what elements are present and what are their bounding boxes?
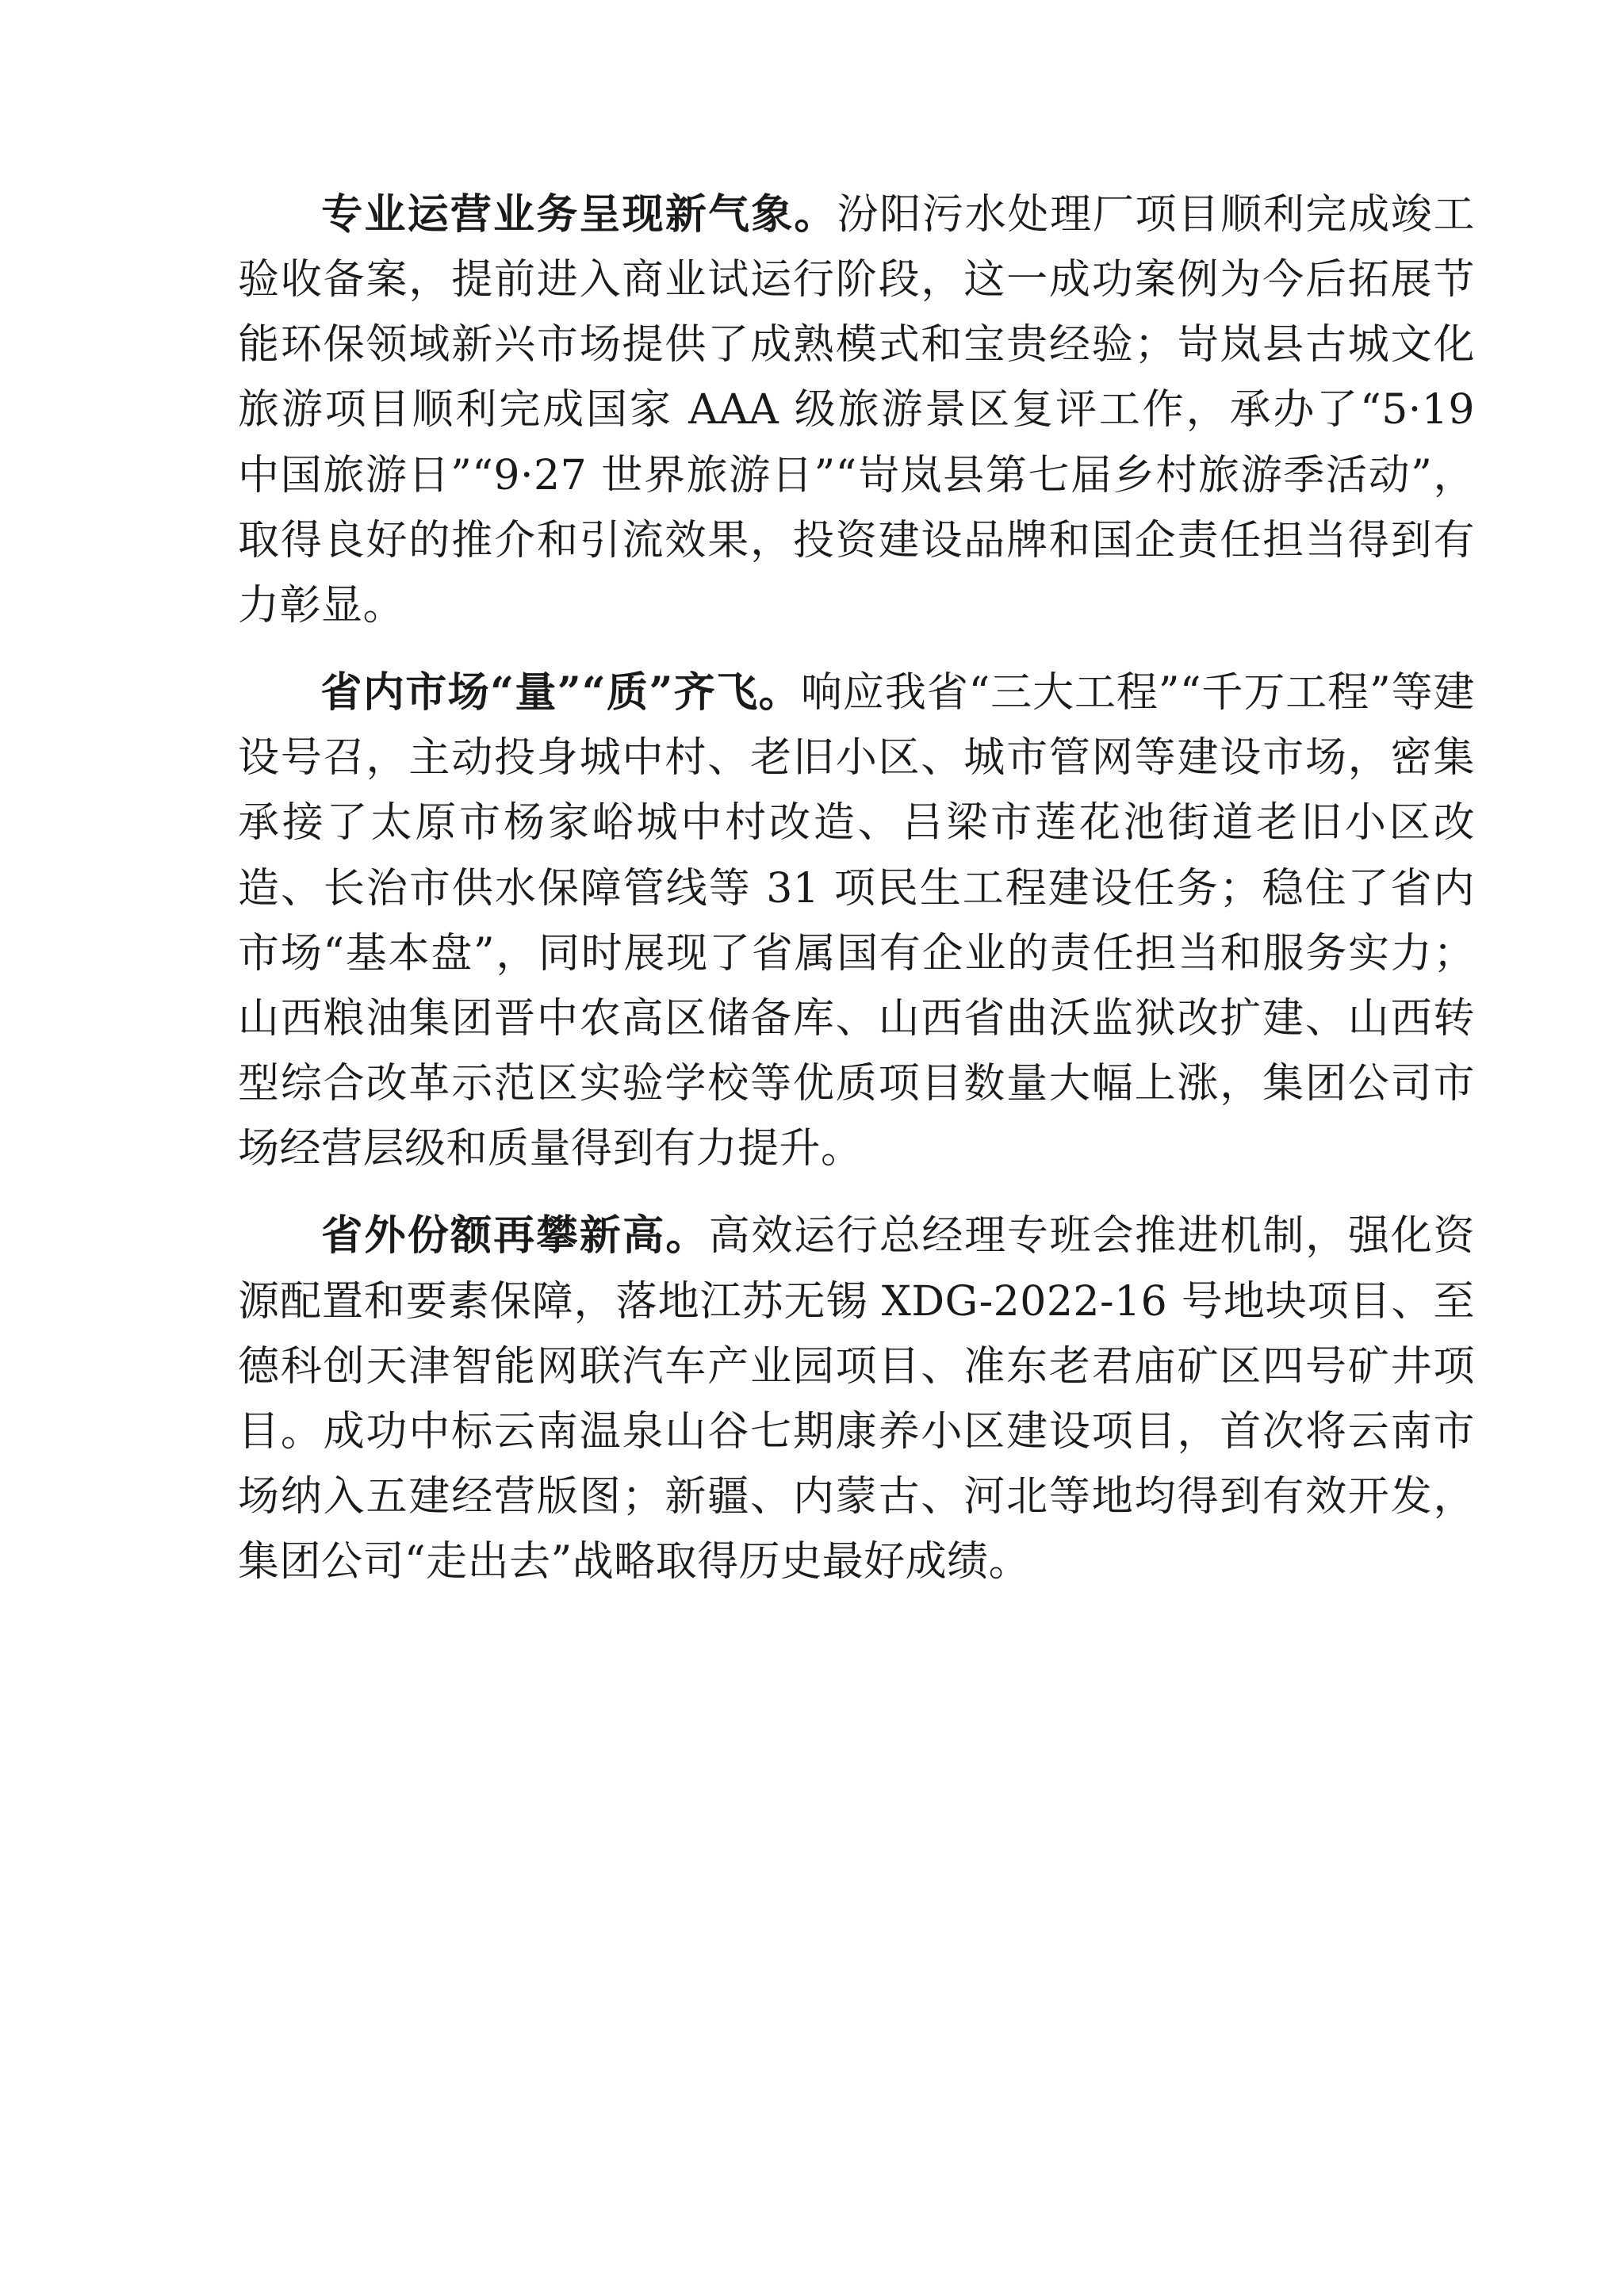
paragraph-2: [238, 660, 1475, 1181]
paragraph-spacer: [238, 1196, 1475, 1203]
paragraph-2-lead: 省内市场“量”“质”齐飞。: [320, 668, 802, 718]
paragraph-1-text: 汾阳污水处理厂项目顺利完成竣工验收备案，提前进入商业试运行阶段，这一成功案例为今后拓展节能环保领域新兴市场提供了成熟模式和宝贵经验；岢岚县古城文化旅游项目顺利完成国家 AAA 级旅游景区复评工作，承办了“5·19 中国旅游日”“9·27 世界旅游日”“岢岚县第七届乡村旅游季活动”，取得良好的推介和引流效果，投资建设品牌和国企责任担当得到有力彰显。: [238, 191, 1475, 629]
paragraph-3: [238, 1203, 1475, 1594]
paragraph-1-lead: 专业运营业务呈现新气象。: [320, 190, 837, 239]
document-body: [238, 182, 1475, 1594]
paragraph-spacer: [238, 652, 1475, 660]
paragraph-2-text: 响应我省“三大工程”“千万工程”等建设号召，主动投身城中村、老旧小区、城市管网等建设市场，密集承接了太原市杨家峪城中村改造、吕梁市莲花池街道老旧小区改造、长治市供水保障管线等 31 项民生工程建设任务；稳住了省内市场“基本盘”，同时展现了省属国有企业的责任担当和服务实力；山西粮油集团晋中农高区储备库、山西省曲沃监狱改扩建、山西转型综合改革示范区实验学校等优质项目数量大幅上涨，集团公司市场经营层级和质量得到有力提升。: [238, 669, 1475, 1173]
paragraph-3-text: 高效运行总经理专班会推进机制，强化资源配置和要素保障，落地江苏无锡 XDG-2022-16 号地块项目、至德科创天津智能网联汽车产业园项目、准东老君庙矿区四号矿井项目。成功中标云南温泉山谷七期康养小区建设项目，首次将云南市场纳入五建经营版图；新疆、内蒙古、河北等地均得到有效开发，集团公司“走出去”战略取得历史最好成绩。: [238, 1212, 1475, 1586]
paragraph-1: [238, 182, 1475, 638]
paragraph-3-lead: 省外份额再攀新高。: [320, 1211, 709, 1261]
